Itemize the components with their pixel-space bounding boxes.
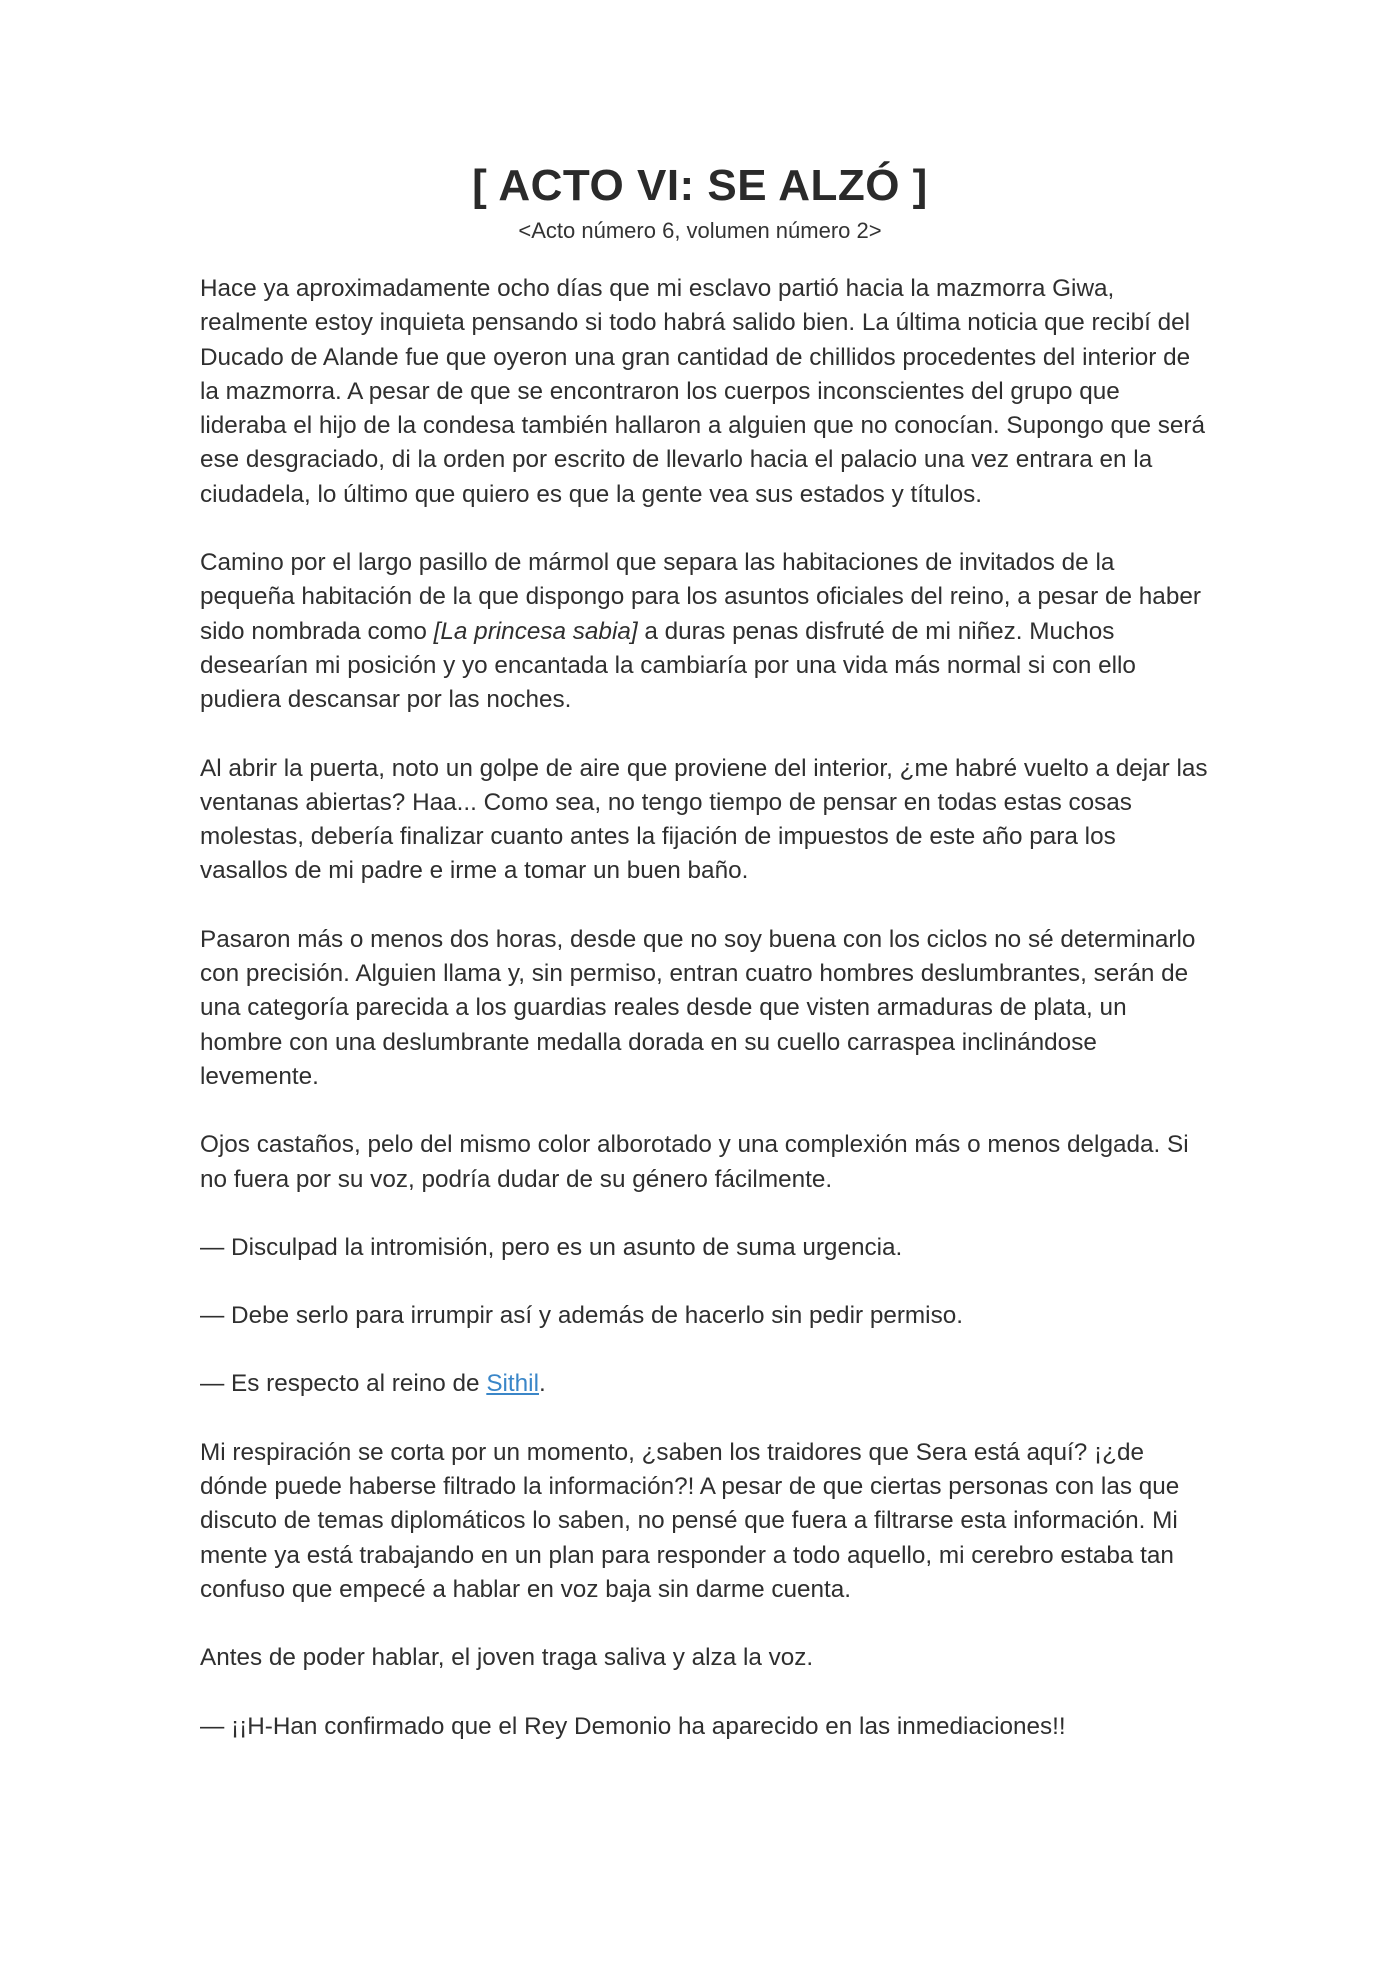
paragraph-2-text-start: Camino por el largo pasillo de mármol que separa las habitaciones de invitados de la pequeña habitación de la que dispongo para los asuntos oficiales del reino, a pesar de haber sido nombrada como: [200, 549, 1201, 645]
sithil-link[interactable]: Sithil: [486, 1370, 539, 1398]
dialogue-line-4: — ¡¡H-Han confirmado que el Rey Demonio ha aparecido en las inmediaciones!!: [200, 1712, 1066, 1740]
paragraph-5: Ojos castaños, pelo del mismo color alborotado y una complexión más o menos delgada. Si no fuera por su voz, podría dudar de su género fácilmente.: [200, 1131, 1189, 1193]
paragraph-2: [200, 546, 1210, 717]
dialogue-line-2: — Debe serlo para irrumpir así y además de hacerlo sin pedir permiso.: [200, 1302, 963, 1330]
dialogue-line-3-period: .: [538, 1370, 546, 1398]
dialogue-line-3: [200, 1367, 1210, 1401]
paragraph-3: Al abrir la puerta, noto un golpe de aire que proviene del interior, ¿me habré vuelto a dejar las ventanas abiertas? Haa... Como sea, no tengo tiempo de pensar en todas estas cosas molestas, debería finalizar cuanto antes la fijación de impuestos de este año para los vasallos de mi padre e irme a tomar un buen baño.: [200, 754, 1208, 885]
paragraph-10: Antes de poder hablar, el joven traga saliva y alza la voz.: [200, 1644, 814, 1672]
paragraph-2-text-end: a duras penas disfruté de mi niñez. Muchos desearían mi posición y yo encantada la cambiaría por una vida más normal si con ello pudiera descansar por las noches.: [200, 617, 1136, 714]
dialogue-line-3-text: — Es respecto al reino de: [200, 1370, 487, 1398]
dialogue-line-1: — Disculpad la intromisión, pero es un asunto de suma urgencia.: [200, 1233, 903, 1261]
chapter-subtitle: <Acto número 6, volumen número 2>: [518, 218, 882, 243]
chapter-body: [200, 272, 1210, 1778]
paragraph-1: Hace ya aproximadamente ocho días que mi esclavo partió hacia la mazmorra Giwa, realmente estoy inquieta pensando si todo habrá salido bien. La última noticia que recibí del Ducado de Alande fue que oyeron una gran cantidad de chillidos procedentes del interior de la mazmorra. A pesar de que se encontraron los cuerpos inconscientes del grupo que lideraba el hijo de la condesa también hallaron a alguien que no conocían. Supongo que será ese desgraciado, di la orden por escrito de llevarlo hacia el palacio una vez entrara en la ciudadela, lo último que quiero es que la gente vea sus estados y títulos.: [200, 275, 1206, 508]
paragraph-4: Pasaron más o menos dos horas, desde que no soy buena con los ciclos no sé determinarlo con precisión. Alguien llama y, sin permiso, entran cuatro hombres deslumbrantes, serán de una categoría parecida a los guardias reales desde que visten armaduras de plata, un hombre con una deslumbrante medalla dorada en su cuello carraspea inclinándose levemente.: [200, 925, 1196, 1090]
paragraph-2-italic-title: [La princesa sabia]: [433, 617, 638, 645]
paragraph-9: Mi respiración se corta por un momento, ¿saben los traidores que Sera está aquí? ¡¿de dónde puede haberse filtrado la información?! A pesar de que ciertas personas con las que discuto de temas diplomáticos lo saben, no pensé que fuera a filtrarse esta información. Mi mente ya está trabajando en un plan para responder a todo aquello, mi cerebro estaba tan confuso que empecé a hablar en voz baja sin darme cuenta.: [200, 1438, 1180, 1603]
chapter-title: [ ACTO VI: SE ALZÓ ]: [472, 161, 928, 210]
